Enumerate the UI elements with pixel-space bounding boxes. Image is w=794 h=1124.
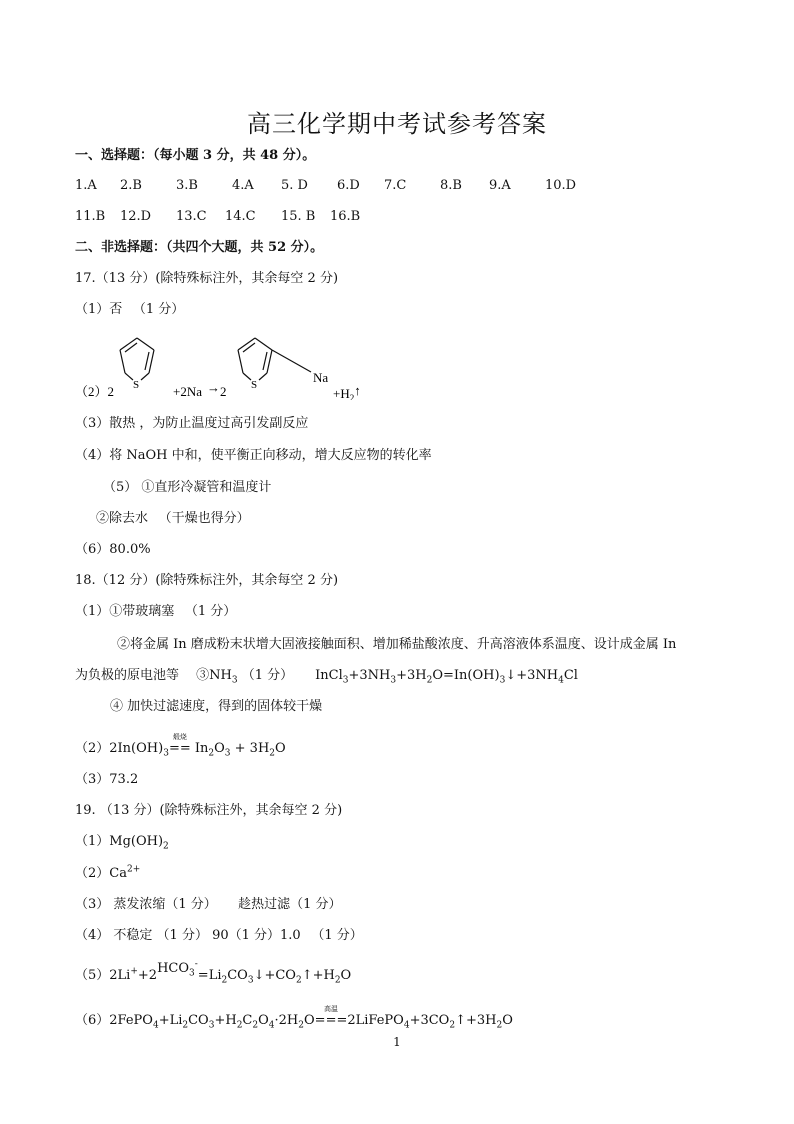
- q19-answer-5: $(5)2Li^++2HCO_3^-=Li_2CO_3↓+CO_2↑+H_2O$: [75, 959, 352, 986]
- thiophene-na-structure: [238, 338, 311, 380]
- mc-answer: 7.C: [384, 178, 407, 193]
- thiophene-structure: [120, 338, 154, 380]
- q17-answer-3: （3）散热 ，为防止温度过高引发副反应: [75, 416, 309, 431]
- thiophene-reaction-figure: [75, 328, 405, 400]
- mc-answer: 6.D: [337, 178, 360, 193]
- q17-answer-1: （1）否 （1 分）: [75, 302, 185, 317]
- product-coefficient: 2: [220, 384, 227, 399]
- reaction-arrow: →: [207, 380, 220, 395]
- q18-header: 18.（12 分）(除特殊标注外，其余每空 2 分): [75, 573, 339, 588]
- q19-answer-3: （3） 蒸发浓缩（1 分） 趁热过滤（1 分）: [75, 897, 342, 912]
- mc-row-2: [0, 209, 794, 225]
- mc-answer: 4.A: [232, 178, 254, 193]
- mc-answer: 16.B: [330, 209, 361, 224]
- q18-answer-3: （3）73.2: [75, 772, 139, 787]
- q19-answer-1: $(1)Mg(OH)_2$: [75, 834, 169, 852]
- q19-header: 19. （13 分）(除特殊标注外，其余每空 2 分): [75, 803, 343, 818]
- mc-row-1: [0, 178, 794, 194]
- mc-answer: 9.A: [489, 178, 511, 193]
- sodium-label: Na: [313, 370, 329, 385]
- q19-answer-4: （4） 不稳定 （1 分） 90（1 分）1.0 （1 分）: [75, 928, 363, 943]
- mc-answer: 3.B: [176, 178, 198, 193]
- sulfur-label: S: [251, 379, 258, 391]
- q18-answer-2b: 为负极的原电池等 $③NH_3$ （1 分） $InCl_3+3NH_3+3H_2O=In(OH)_3↓+3NH_4Cl$: [75, 668, 578, 686]
- mc-answer: 15. B: [281, 209, 316, 224]
- page-number: 1: [393, 1035, 401, 1049]
- q18-answer-1: （1）①带玻璃塞 （1 分）: [75, 604, 237, 619]
- mc-answer: 14.C: [225, 209, 256, 224]
- q17-answer-4: （4）将 NaOH 中和，使平衡正向移动，增大反应物的转化率: [75, 448, 432, 463]
- q18-answer-4: ④ 加快过滤速度，得到的固体较干燥: [110, 699, 323, 714]
- mc-answer: 5. D: [281, 178, 308, 193]
- section2-heading: 二、非选择题：（共四个大题，共 52 分）。: [75, 240, 324, 255]
- q19-answer-6: $(6)2FePO_4+Li_2CO_3+H_2C_2O_4\cdot 2H_2O$ 高温 $===2LiFePO_4+3CO_2↑+3H_2O$: [75, 1005, 513, 1031]
- q18-answer-2-equation: $(2)2In(OH)_3$ 煅烧 == $In_2O_3 + 3H_2O$: [75, 733, 286, 759]
- mc-answer: 8.B: [440, 178, 462, 193]
- mc-answer: 10.D: [545, 178, 577, 193]
- q19-answer-2: $(2)Ca^{2+}$: [75, 864, 141, 881]
- reaction-prefix: （2）2: [75, 384, 115, 399]
- q17-answer-5a: （5） ①直形冷凝管和温度计: [103, 480, 272, 495]
- q18-answer-2a: ②将金属 In 磨成粉末状增大固液接触面积、增加稀盐酸浓度、升高溶液体系温度、设计成金属 In: [117, 637, 677, 652]
- hydrogen-product: $+H_2↑$: [333, 383, 361, 400]
- section1-heading: 一、选择题：（每小题 3 分，共 48 分）。: [75, 148, 316, 163]
- sulfur-label: S: [133, 379, 140, 391]
- page-title: 高三化学期中考试参考答案: [247, 110, 547, 138]
- mc-answer: 13.C: [176, 209, 207, 224]
- q17-header: 17.（13 分）(除特殊标注外，其余每空 2 分): [75, 271, 339, 286]
- reagent-na: +2Na: [173, 384, 202, 399]
- q17-answer-2: [75, 328, 405, 400]
- q17-answer-5b: ②除去水 （干燥也得分）: [96, 511, 250, 526]
- mc-answer: 1.A: [75, 178, 97, 193]
- mc-answer: 11.B: [75, 209, 106, 224]
- mc-answer: 12.D: [120, 209, 152, 224]
- q17-answer-6: （6）80.0%: [75, 542, 151, 557]
- mc-answer: 2.B: [120, 178, 142, 193]
